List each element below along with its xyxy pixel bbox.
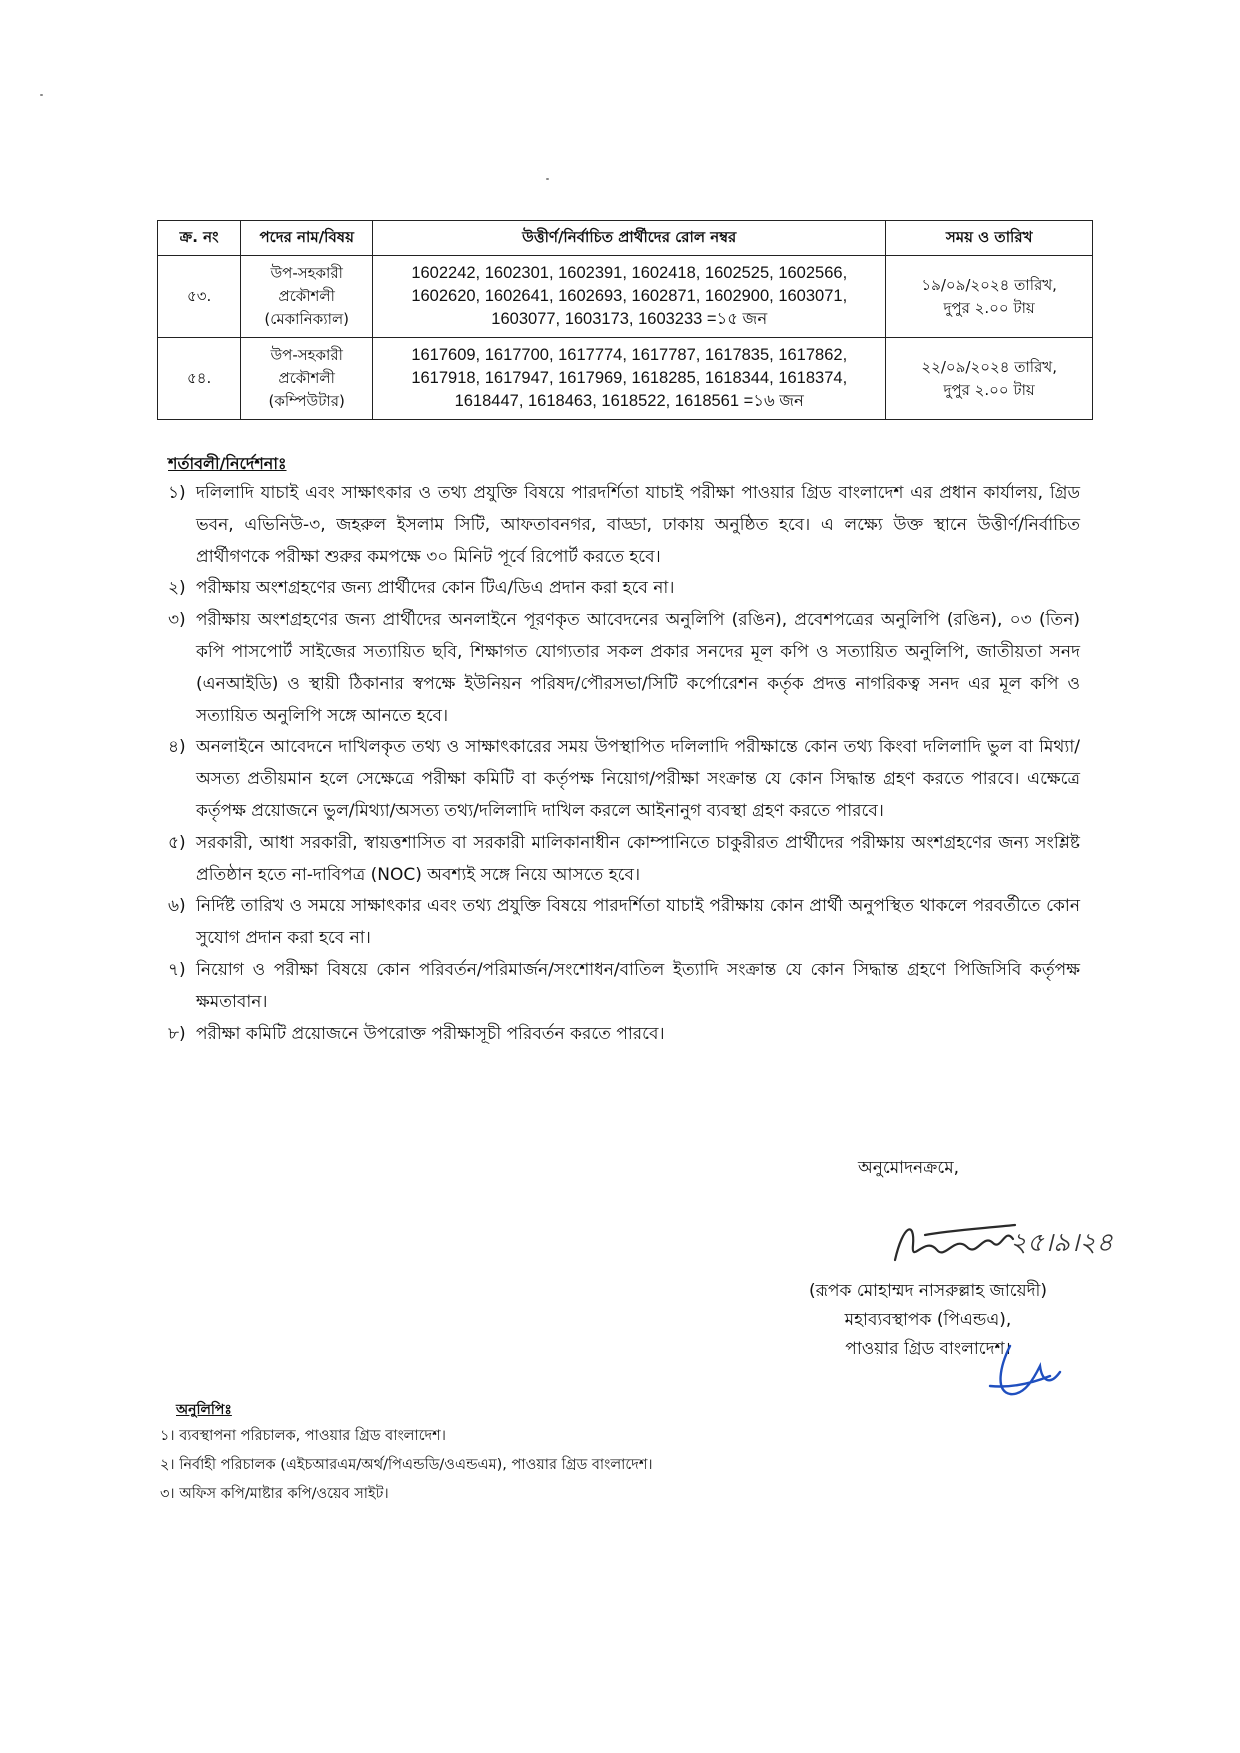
scan-speck <box>546 178 549 180</box>
copies-heading: অনুলিপিঃ <box>176 1402 232 1418</box>
time-line: দুপুর ২.০০ টায় <box>943 298 1035 317</box>
rolls-line: 1617918, 1617947, 1617969, 1618285, 1618344, 1618374, <box>411 369 848 387</box>
post-cell <box>241 256 373 338</box>
instructions-heading: শর্তাবলী/নির্দেশনাঃ <box>168 454 287 473</box>
instructions-list <box>168 478 1080 1050</box>
instruction-item <box>168 1019 1080 1051</box>
post-line: উপ-সহকারী <box>270 264 343 282</box>
instruction-number: ২) <box>168 578 186 599</box>
rolls-line: 1602242, 1602301, 1602391, 1602418, 1602525, 1602566, <box>411 264 848 282</box>
instruction-number: ৩) <box>168 610 186 631</box>
time-cell <box>886 256 1093 338</box>
instruction-item <box>168 478 1080 573</box>
time-line: দুপুর ২.০০ টায় <box>943 380 1035 399</box>
serial-cell: ৫৪. <box>158 338 241 420</box>
post-line: উপ-সহকারী <box>270 346 343 364</box>
header-time: সময় ও তারিখ <box>886 221 1093 256</box>
time-cell <box>886 338 1093 420</box>
instruction-number: ১) <box>168 483 186 503</box>
header-post: পদের নাম/বিষয় <box>241 221 373 256</box>
signatory-organization: পাওয়ার গ্রিড বাংলাদেশ। <box>845 1339 1011 1359</box>
instruction-item <box>168 605 1080 732</box>
rolls-line: 1603077, 1603173, 1603233 =১৫ জন <box>491 310 768 328</box>
table-header-row <box>158 221 1093 256</box>
header-serial: ক্র. নং <box>158 221 241 256</box>
instruction-text: পরীক্ষায় অংশগ্রহণের জন্য প্রার্থীদের কোন টিএ/ডিএ প্রদান করা হবে না। <box>196 578 675 599</box>
instruction-number: ৪) <box>168 737 186 758</box>
post-line: (মেকানিক্যাল) <box>264 310 349 328</box>
instruction-text: নিয়োগ ও পরীক্ষা বিষয়ে কোন পরিবর্তন/পরিমার্জন/সংশোধন/বাতিল ইত্যাদি সংক্রান্ত যে কোন সিদ্ধান্ত গ্রহণে পিজিসিবি কর্তৃপক্ষ ক্ষমতাবান। <box>196 959 1080 1012</box>
approval-text: অনুমোদনক্রমে, <box>858 1158 960 1178</box>
instruction-text: সরকারী, আধা সরকারী, স্বায়ত্তশাসিত বা সরকারী মালিকানাধীন কোম্পানিতে চাকুরীরত প্রার্থীদের পরীক্ষায় অংশগ্রহণের জন্য সংশ্লিষ্ট প্রতিষ্ঠান হতে না-দাবিপত্র (NOC) অবশ্যই সঙ্গে নিয়ে আসতে হবে। <box>196 832 1080 885</box>
date-line: ২২/০৯/২০২৪ তারিখ, <box>921 357 1057 376</box>
instruction-number: ৫) <box>168 832 186 853</box>
instruction-item <box>168 955 1080 1019</box>
serial-cell: ৫৩. <box>158 256 241 338</box>
instruction-text: পরীক্ষা কমিটি প্রয়োজনে উপরোক্ত পরীক্ষাসূচী পরিবর্তন করতে পারবে। <box>196 1023 665 1044</box>
signature-date: ২৫।৯।২৪ <box>1010 1228 1114 1258</box>
signature-stroke <box>895 1225 1015 1260</box>
copy-item: ১। ব্যবস্থাপনা পরিচালক, পাওয়ার গ্রিড বাংলাদেশ। <box>160 1428 446 1444</box>
initial-stroke <box>990 1346 1060 1394</box>
date-line: ১৯/০৯/২০২৪ তারিখ, <box>921 275 1057 294</box>
rolls-cell <box>373 338 886 420</box>
rolls-line: 1602620, 1602641, 1602693, 1602871, 1602900, 1603071, <box>411 287 848 305</box>
post-cell <box>241 338 373 420</box>
signatory-name: (রূপক মোহাম্মদ নাসরুল্লাহ জায়েদী) <box>808 1281 1048 1301</box>
table-row <box>158 256 1093 338</box>
instruction-item <box>168 828 1080 892</box>
results-table <box>157 220 1093 420</box>
instruction-text: দলিলাদি যাচাই এবং সাক্ষাৎকার ও তথ্য প্রযুক্তি বিষয়ে পারদর্শিতা যাচাই পরীক্ষা পাওয়ার গ্রিড বাংলাদেশ এর প্রধান কার্যালয়, গ্রিড ভবন, এভিনিউ-৩, জহরুল ইসলাম সিটি, আফতাবনগর, বাড্ডা, ঢাকায় অনুষ্ঠিত হবে। এ লক্ষ্যে উক্ত স্থানে উত্তীর্ণ/নির্বাচিত প্রার্থীগণকে পরীক্ষা শুরুর কমপক্ষে ৩০ মিনিট পূর্বে রিপোর্ট করতে হবে। <box>196 483 1080 567</box>
signatory-designation: মহাব্যবস্থাপক (পিএন্ডএ), <box>844 1310 1012 1330</box>
rolls-line: 1617609, 1617700, 1617774, 1617787, 1617835, 1617862, <box>411 346 848 364</box>
copy-item: ২। নির্বাহী পরিচালক (এইচআরএম/অর্থ/পিএন্ডডি/ওএন্ডএম), পাওয়ার গ্রিড বাংলাদেশ। <box>160 1457 653 1473</box>
post-line: প্রকৌশলী <box>278 369 335 387</box>
instruction-item <box>168 732 1080 827</box>
instruction-item <box>168 891 1080 955</box>
instruction-item <box>168 573 1080 605</box>
rolls-line: 1618447, 1618463, 1618522, 1618561 =১৬ জন <box>454 392 804 410</box>
instruction-text: পরীক্ষায় অংশগ্রহণের জন্য প্রার্থীদের অনলাইনে পূরণকৃত আবেদনের অনুলিপি (রঙিন), প্রবেশপত্রের অনুলিপি (রঙিন), ০৩ (তিন) কপি পাসপোর্ট সাইজের সত্যায়িত ছবি, শিক্ষাগত যোগ্যতার সকল প্রকার সনদের মূল কপি ও সত্যায়িত অনুলিপি, জাতীয়তা সনদ (এনআইডি) ও স্থায়ী ঠিকানার স্বপক্ষে ইউনিয়ন পরিষদ/পৌরসভা/সিটি কর্পোরেশন কর্তৃক প্রদত্ত নাগরিকত্ব সনদ এর মূল কপি ও সত্যায়িত অনুলিপি সঙ্গে আনতে হবে। <box>196 610 1080 726</box>
copy-item: ৩। অফিস কপি/মাষ্টার কপি/ওয়েব সাইট। <box>160 1486 389 1502</box>
header-rolls: উত্তীর্ণ/নির্বাচিত প্রার্থীদের রোল নম্বর <box>373 221 886 256</box>
instruction-number: ৮) <box>168 1023 186 1044</box>
instruction-number: ৬) <box>168 896 186 917</box>
rolls-cell <box>373 256 886 338</box>
table-row <box>158 338 1093 420</box>
post-line: (কম্পিউটার) <box>268 392 345 410</box>
copies-list <box>160 1422 653 1509</box>
initial-signature-image <box>980 1336 1070 1406</box>
instruction-text: অনলাইনে আবেদনে দাখিলকৃত তথ্য ও সাক্ষাৎকারের সময় উপস্থাপিত দলিলাদি পরীক্ষান্তে কোন তথ্য কিংবা দলিলাদি ভুল বা মিথ্যা/অসত্য প্রতীয়মান হলে সেক্ষেত্রে পরীক্ষা কমিটি বা কর্তৃপক্ষ নিয়োগ/পরীক্ষা সংক্রান্ত যে কোন সিদ্ধান্ত গ্রহণ করতে পারবে। এক্ষেত্রে কর্তৃপক্ষ প্রয়োজনে ভুল/মিথ্যা/অসত্য তথ্য/দলিলাদি দাখিল করলে আইনানুগ ব্যবস্থা গ্রহণ করতে পারবে। <box>196 737 1080 821</box>
post-line: প্রকৌশলী <box>278 287 335 305</box>
scan-speck <box>40 94 43 96</box>
instruction-text: নির্দিষ্ট তারিখ ও সময়ে সাক্ষাৎকার এবং তথ্য প্রযুক্তি বিষয়ে পারদর্শিতা যাচাই পরীক্ষায় কোন প্রার্থী অনুপস্থিত থাকলে পরবর্তীতে কোন সুযোগ প্রদান করা হবে না। <box>196 896 1080 949</box>
instruction-number: ৭) <box>168 959 186 980</box>
